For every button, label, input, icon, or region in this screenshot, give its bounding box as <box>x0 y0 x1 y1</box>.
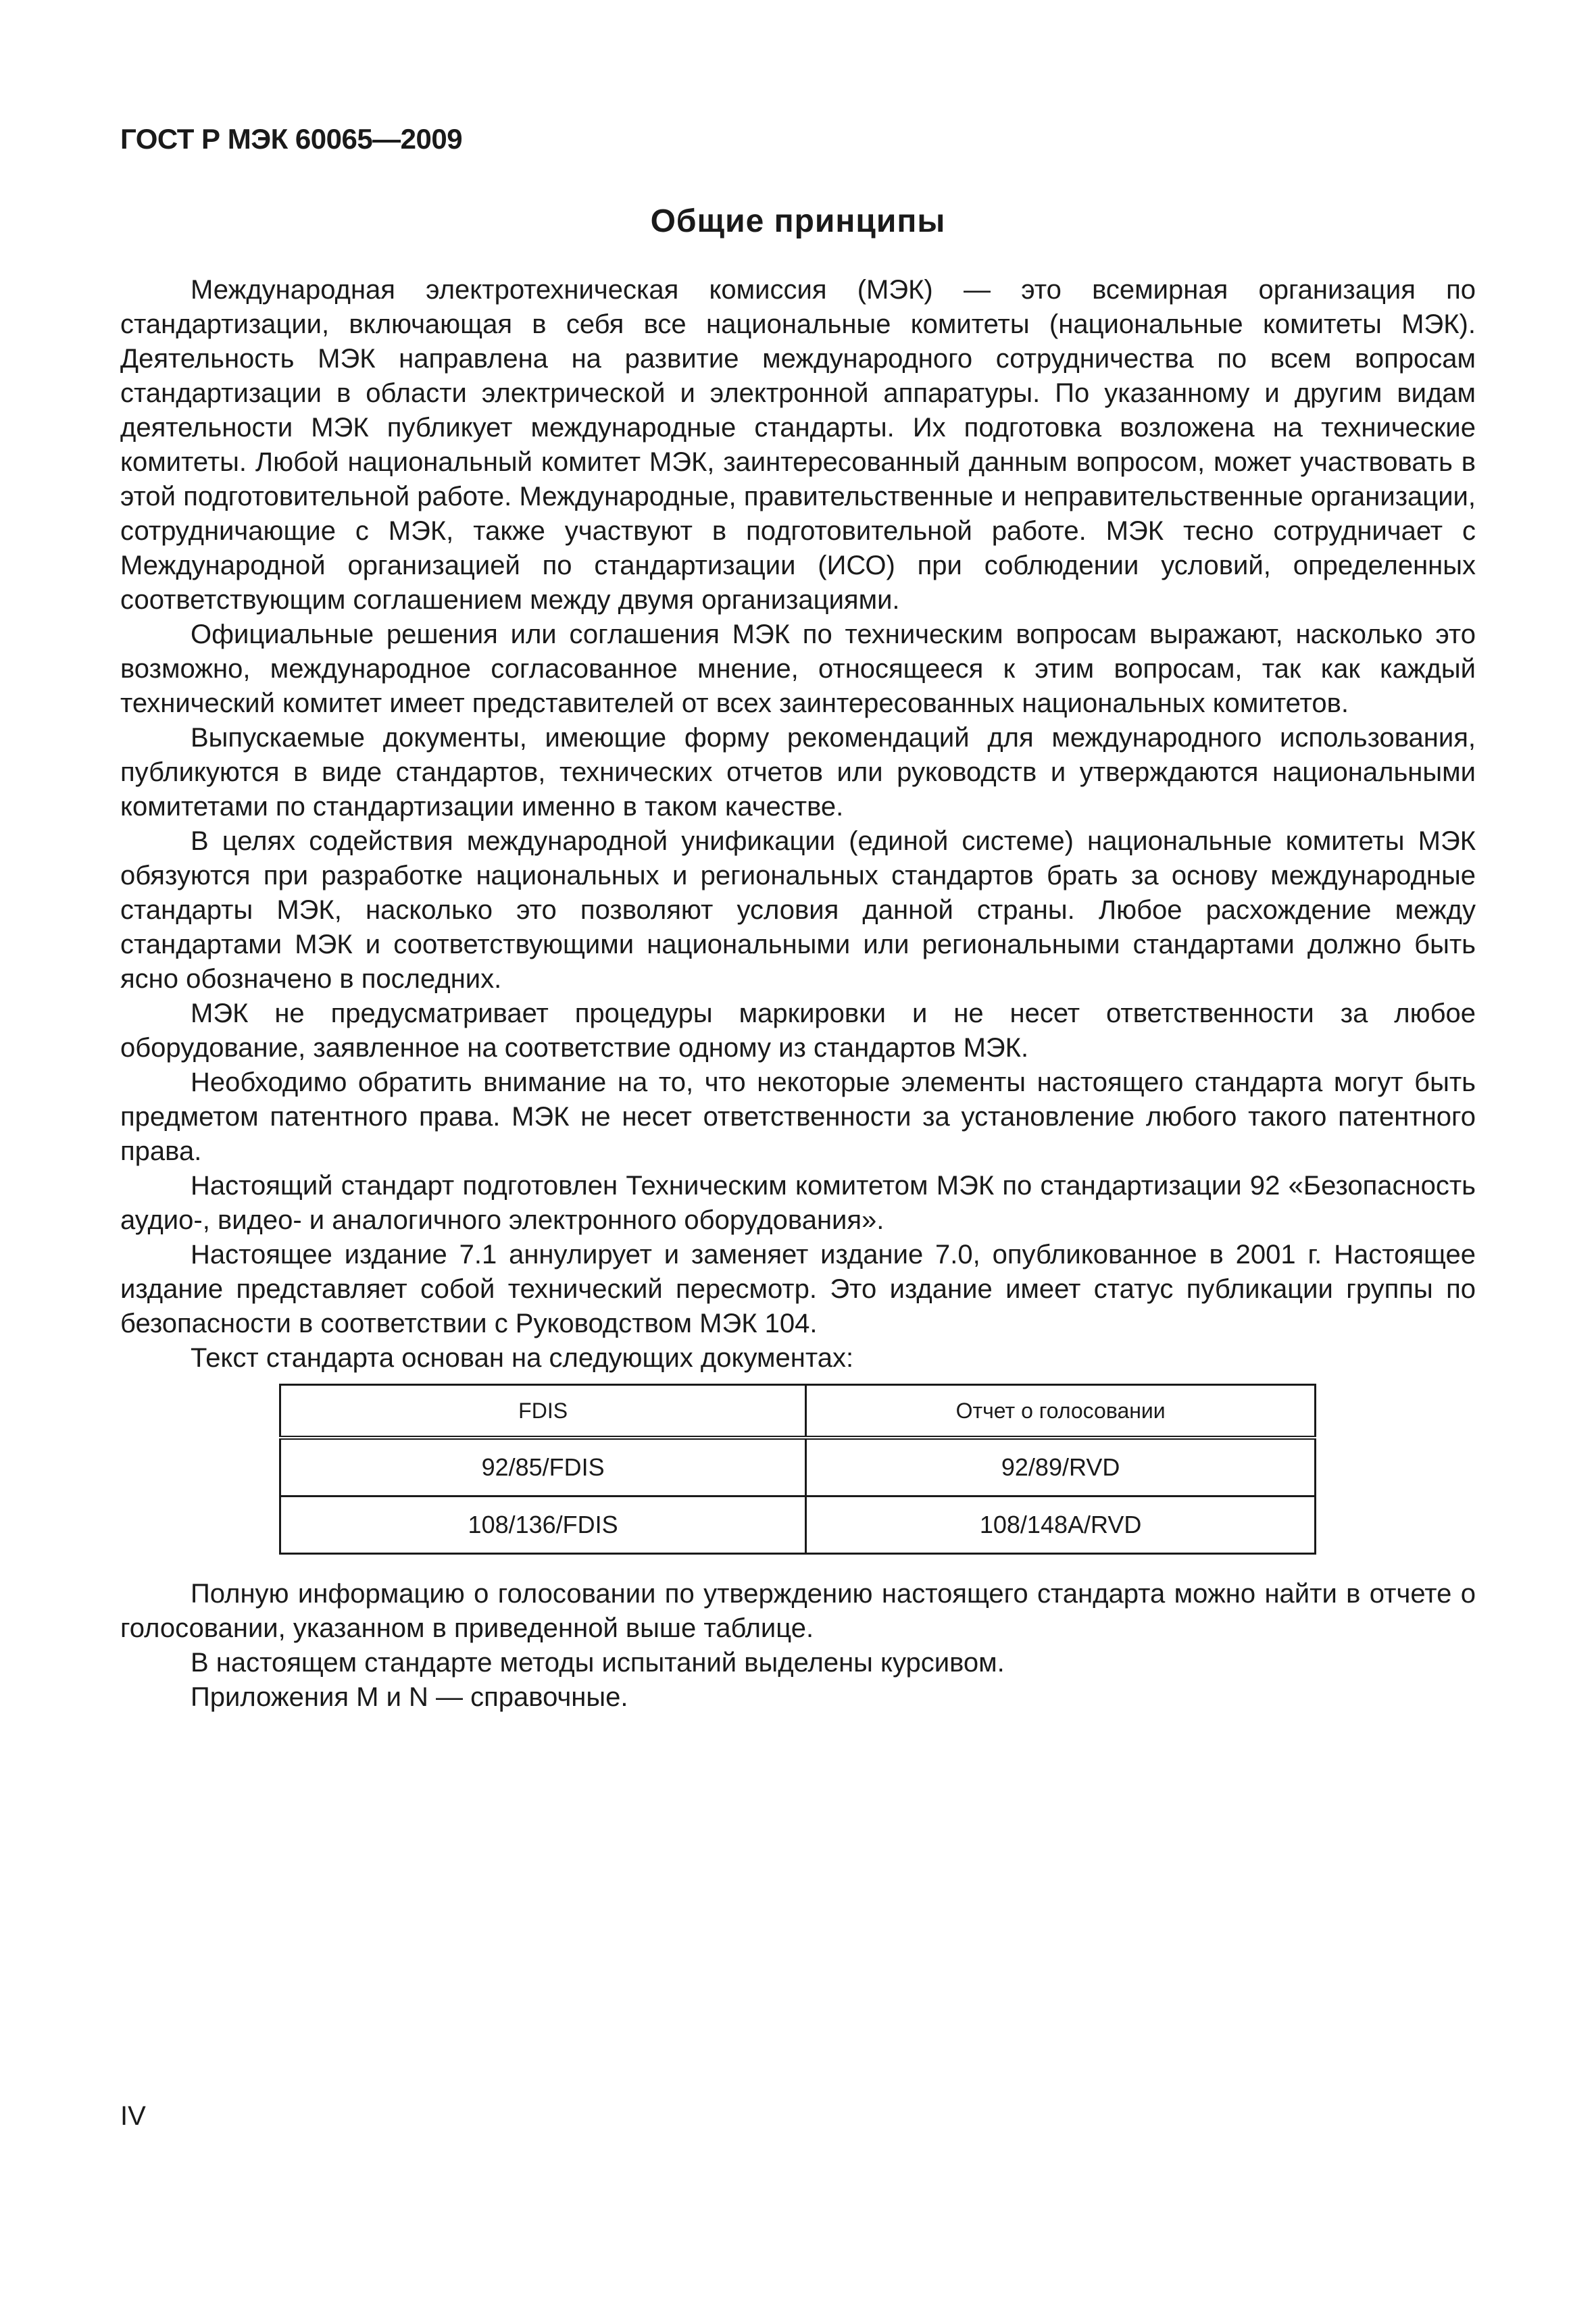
paragraph: Официальные решения или соглашения МЭК по техническим вопросам выражают, насколько это возможно, международное согласованное мнение, относящееся к этим вопросам, так как каждый технический комитет имеет представителей от всех заинтересованных национальных комитетов. <box>120 620 1476 718</box>
table-header-row <box>280 1385 1316 1438</box>
document-code-header: ГОСТ Р МЭК 60065—2009 <box>120 123 463 155</box>
closing-text <box>120 1577 1476 1715</box>
paragraph: Международная электротехническая комиссия (МЭК) — это всемирная организация по стандартизации, включающая в себя все национальные комитеты (национальные комитеты МЭК). Деятельность МЭК направлена на развитие международного сотрудничества по всем вопросам стандартизации в области электрической и электронной аппаратуры. По указанному и другим видам деятельности МЭК публикует международные стандарты. Их подготовка возложена на технические комитеты. Любой национальный комитет МЭК, заинтересованный данным вопросом, может участвовать в этой подготовительной работе. Международные, правительственные и неправительственные организации, сотрудничающие с МЭК, также участвуют в подготовительной работе. МЭК тесно сотрудничает с Международной организацией по стандартизации (ИСО) при соблюдении условий, определенных соответствующим соглашением между двумя организациями. <box>120 275 1476 615</box>
table-cell: 92/85/FDIS <box>280 1438 806 1496</box>
column-header-voting-report: Отчет о голосовании <box>806 1385 1316 1438</box>
paragraph: В настоящем стандарте методы испытаний выделены курсивом. <box>191 1648 1005 1678</box>
table-cell: 108/148A/RVD <box>806 1496 1316 1554</box>
paragraph: Настоящий стандарт подготовлен Техническим комитетом МЭК по стандартизации 92 «Безопасность аудио-, видео- и аналогичного электронного оборудования». <box>120 1171 1476 1235</box>
paragraph: Полную информацию о голосовании по утверждению настоящего стандарта можно найти в отчете о голосовании, указанном в приведенной выше таблице. <box>120 1579 1476 1643</box>
voting-documents-table <box>279 1384 1316 1555</box>
paragraph: Настоящее издание 7.1 аннулирует и заменяет издание 7.0, опубликованное в 2001 г. Настоящее издание представляет собой технический пересмотр. Это издание имеет статус публикации группы по безопасности в соответствии с Руководством МЭК 104. <box>120 1240 1476 1338</box>
paragraph: Приложения M и N — справочные. <box>191 1682 628 1712</box>
table-row <box>280 1496 1316 1554</box>
paragraph: В целях содействия международной унификации (единой системе) национальные комитеты МЭК обязуются при разработке национальных и региональных стандартов брать за основу международные стандарты МЭК, насколько это позволяют условия данной страны. Любое расхождение между стандартами МЭК и соответствующими национальными или региональными стандартами должно быть ясно обозначено в последних. <box>120 826 1476 994</box>
paragraph: МЭК не предусматривает процедуры маркировки и не несет ответственности за любое оборудование, заявленное на соответствие одному из стандартов МЭК. <box>120 999 1476 1063</box>
paragraph: Текст стандарта основан на следующих документах: <box>191 1343 854 1373</box>
paragraph: Необходимо обратить внимание на то, что некоторые элементы настоящего стандарта могут быть предметом патентного права. МЭК не несет ответственности за установление любого такого патентного права. <box>120 1067 1476 1166</box>
intro-text <box>120 273 1476 1376</box>
page-number: IV <box>120 2101 146 2131</box>
table-cell: 108/136/FDIS <box>280 1496 806 1554</box>
section-title: Общие принципы <box>650 203 946 239</box>
table-row <box>280 1438 1316 1496</box>
table-cell: 92/89/RVD <box>806 1438 1316 1496</box>
paragraph: Выпускаемые документы, имеющие форму рекомендаций для международного использования, публикуются в виде стандартов, технических отчетов или руководств и утверждаются национальными комитетами по стандартизации именно в таком качестве. <box>120 723 1476 822</box>
column-header-fdis: FDIS <box>280 1385 806 1438</box>
